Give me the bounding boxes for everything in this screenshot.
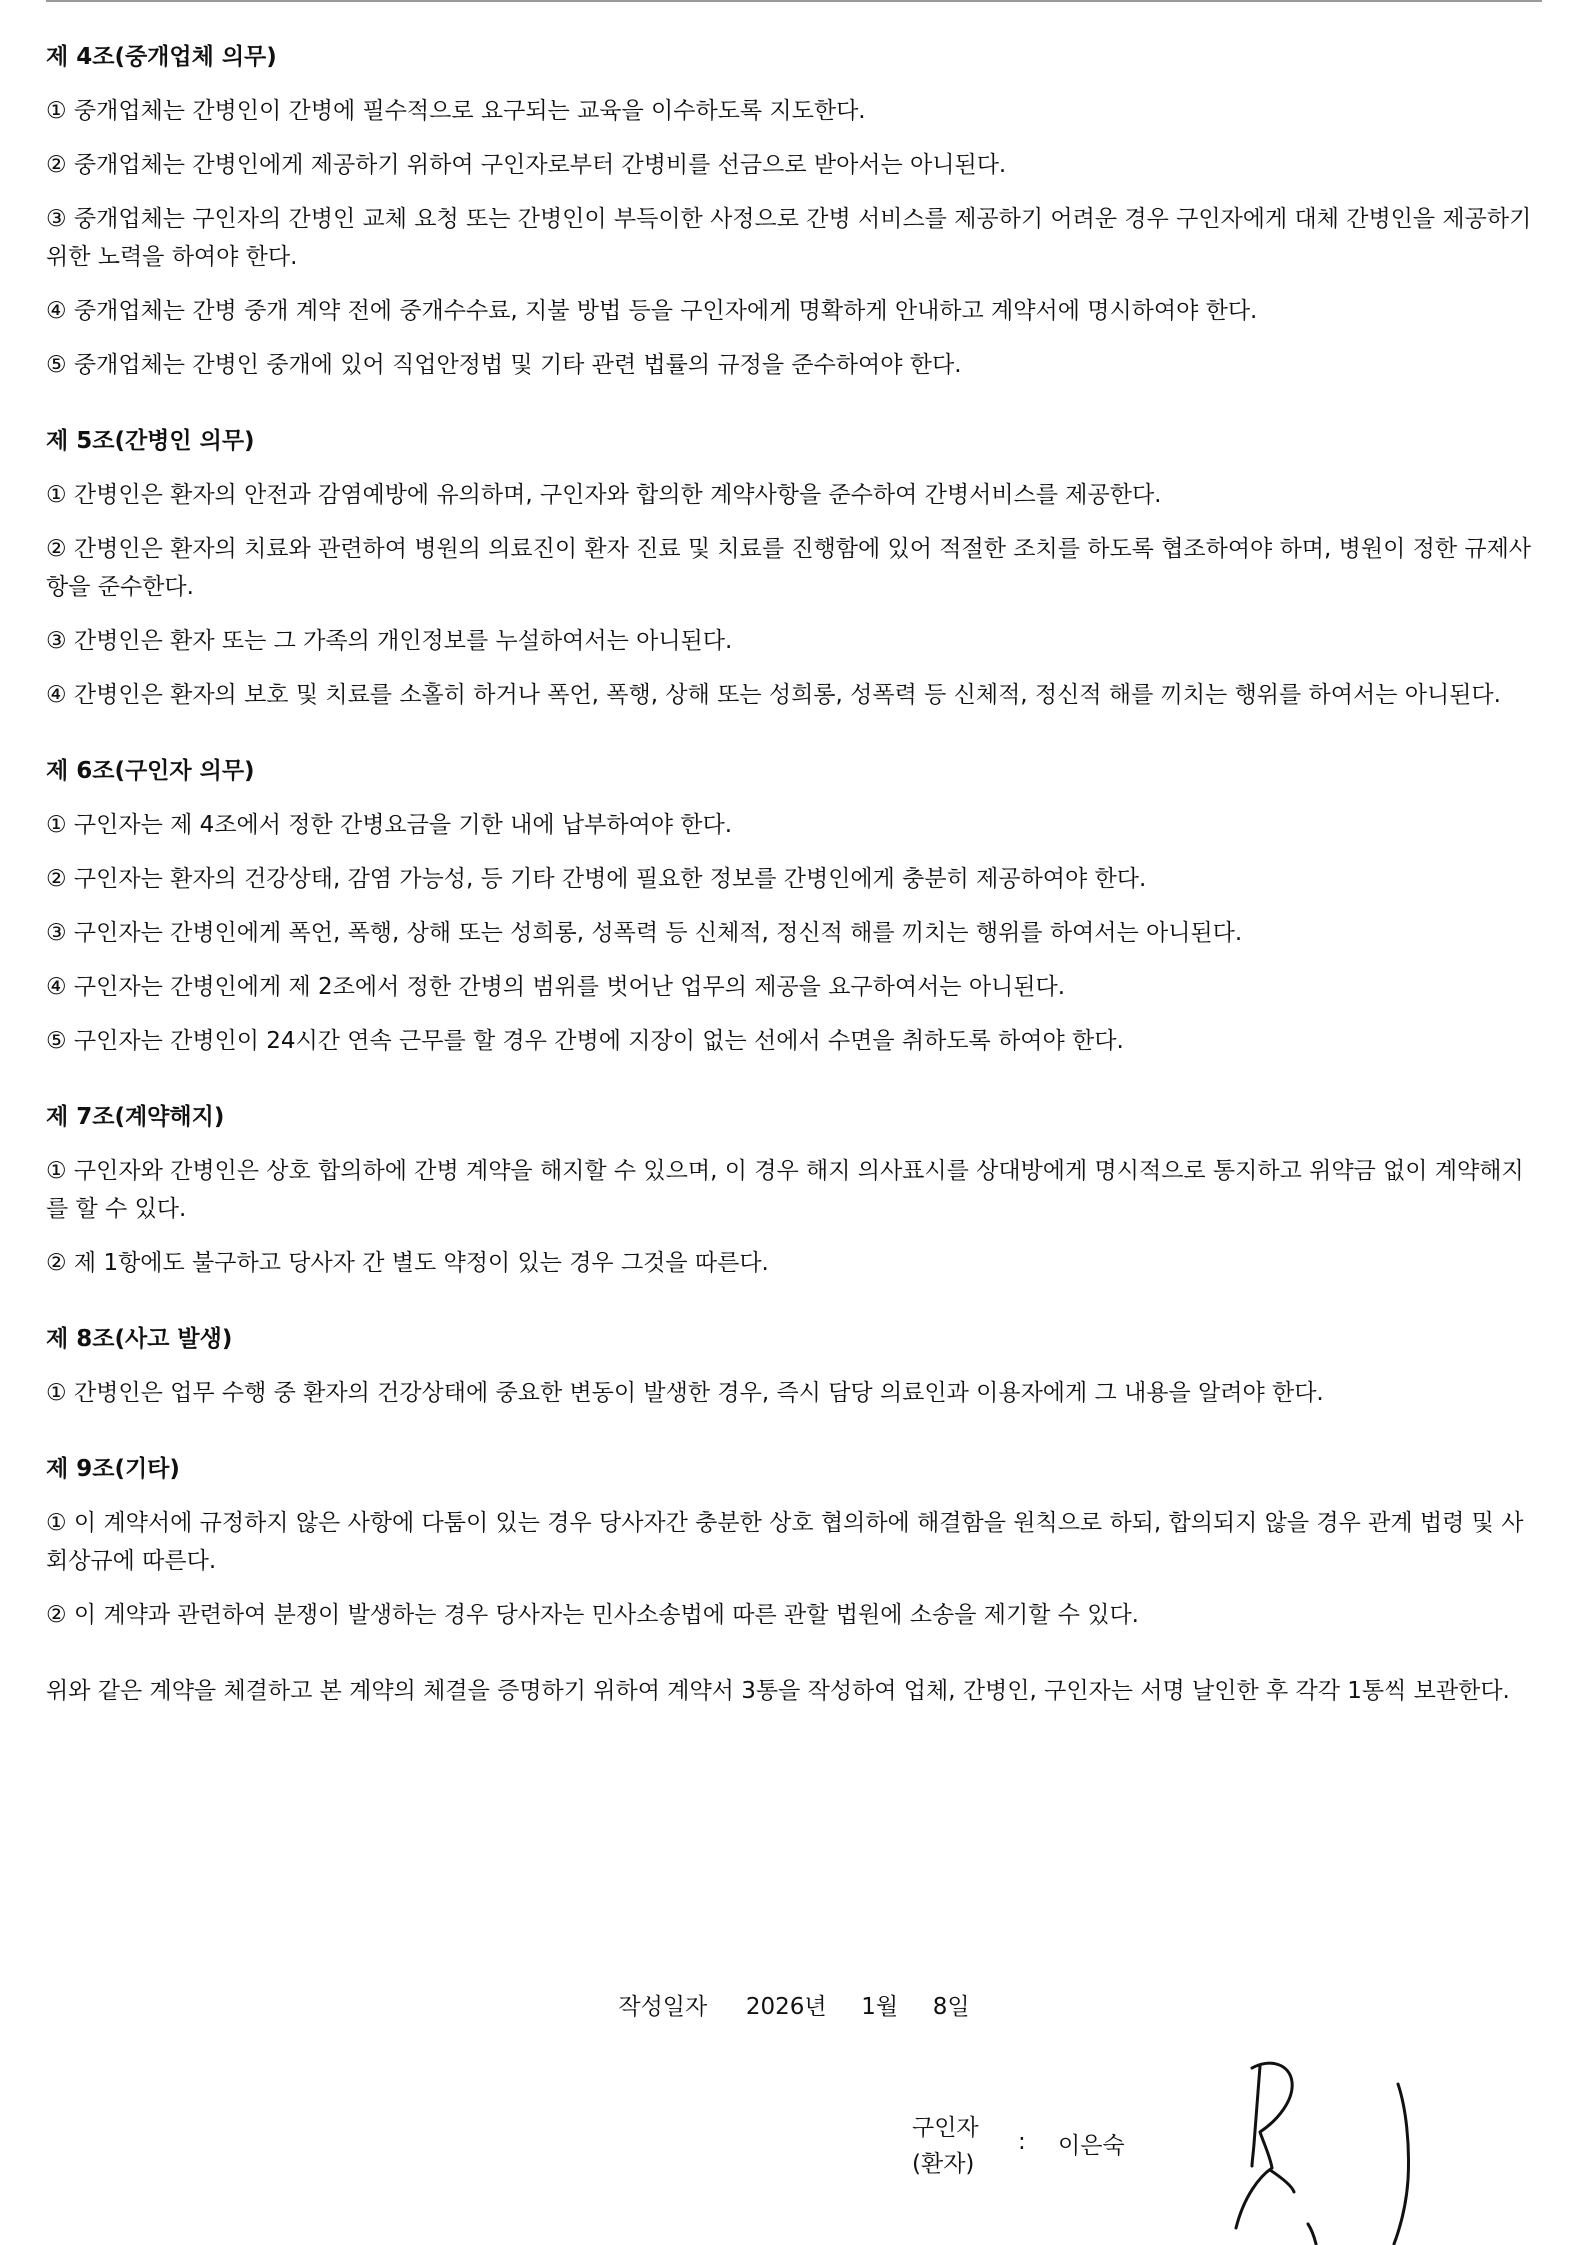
contract-body (46, 38, 1542, 1710)
article-title: 제 8조(사고 발생) (46, 1326, 233, 1352)
handwritten-signature (1230, 2060, 1460, 2245)
clause: ④ 중개업체는 간병 중개 계약 전에 중개수수료, 지불 방법 등을 구인자에게 명확하게 안내하고 계약서에 명시하여야 한다. (46, 298, 1258, 324)
article-title: 제 4조(중개업체 의무) (46, 44, 277, 70)
article-4 (46, 38, 1542, 384)
clause: ③ 구인자는 간병인에게 폭언, 폭행, 상해 또는 성희롱, 성폭력 등 신체적, 정신적 해를 끼치는 행위를 하여서는 아니된다. (46, 920, 1243, 946)
signer-colon: : (1018, 2129, 1026, 2155)
clause: ② 중개업체는 간병인에게 제공하기 위하여 구인자로부터 간병비를 선금으로 받아서는 아니된다. (46, 152, 1007, 178)
clause: ③ 중개업체는 구인자의 간병인 교체 요청 또는 간병인이 부득이한 사정으로 간병 서비스를 제공하기 어려운 경우 구인자에게 대체 간병인을 제공하기 위한 노력을 하여야 한다. (46, 206, 1532, 270)
date-month: 1월 (861, 1994, 899, 2020)
clause: ② 간병인은 환자의 치료와 관련하여 병원의 의료진이 환자 진료 및 치료를 진행함에 있어 적절한 조치를 하도록 협조하여야 하며, 병원이 정한 규제사항을 준수한다. (46, 536, 1532, 600)
closing-statement: 위와 같은 계약을 체결하고 본 계약의 체결을 증명하기 위하여 계약서 3통을 작성하여 업체, 간병인, 구인자는 서명 날인한 후 각각 1통씩 보관한다. (46, 1678, 1510, 1704)
clause: ④ 구인자는 간병인에게 제 2조에서 정한 간병의 범위를 벗어난 업무의 제공을 요구하여서는 아니된다. (46, 974, 1066, 1000)
article-title: 제 9조(기타) (46, 1456, 180, 1482)
signer-role (912, 2110, 1002, 2182)
article-title: 제 6조(구인자 의무) (46, 758, 255, 784)
date-day: 8일 (932, 1994, 970, 2020)
clause: ③ 간병인은 환자 또는 그 가족의 개인정보를 누설하여서는 아니된다. (46, 628, 733, 654)
clause: ④ 간병인은 환자의 보호 및 치료를 소홀히 하거나 폭언, 폭행, 상해 또는 성희롱, 성폭력 등 신체적, 정신적 해를 끼치는 행위를 하여서는 아니된다. (46, 682, 1501, 708)
article-9 (46, 1450, 1542, 1634)
article-title: 제 7조(계약해지) (46, 1104, 225, 1130)
clause: ① 중개업체는 간병인이 간병에 필수적으로 요구되는 교육을 이수하도록 지도한다. (46, 98, 866, 124)
clause: ② 구인자는 환자의 건강상태, 감염 가능성, 등 기타 간병에 필요한 정보를 간병인에게 충분히 제공하여야 한다. (46, 866, 1147, 892)
top-divider (46, 0, 1542, 2)
article-8 (46, 1320, 1542, 1412)
clause: ① 구인자와 간병인은 상호 합의하에 간병 계약을 해지할 수 있으며, 이 경우 해지 의사표시를 상대방에게 명시적으로 통지하고 위약금 없이 계약해지를 할 수 있다. (46, 1158, 1524, 1222)
signer-role-sub: (환자) (912, 2151, 975, 2177)
clause: ① 간병인은 업무 수행 중 환자의 건강상태에 중요한 변동이 발생한 경우, 즉시 담당 의료인과 이용자에게 그 내용을 알려야 한다. (46, 1380, 1324, 1406)
clause: ② 이 계약과 관련하여 분쟁이 발생하는 경우 당사자는 민사소송법에 따른 관할 법원에 소송을 제기할 수 있다. (46, 1602, 1139, 1628)
clause: ② 제 1항에도 불구하고 당사자 간 별도 약정이 있는 경우 그것을 따른다. (46, 1250, 769, 1276)
article-7 (46, 1098, 1542, 1282)
date-line (0, 1988, 1588, 2026)
article-5 (46, 422, 1542, 714)
clause: ① 구인자는 제 4조에서 정한 간병요금을 기한 내에 납부하여야 한다. (46, 812, 733, 838)
article-title: 제 5조(간병인 의무) (46, 428, 255, 454)
clause: ① 이 계약서에 규정하지 않은 사항에 다툼이 있는 경우 당사자간 충분한 상호 협의하에 해결함을 원칙으로 하되, 합의되지 않을 경우 관계 법령 및 사회상규에 따른다. (46, 1510, 1524, 1574)
clause: ① 간병인은 환자의 안전과 감염예방에 유의하며, 구인자와 합의한 계약사항을 준수하여 간병서비스를 제공한다. (46, 482, 1162, 508)
signer-role-main: 구인자 (912, 2115, 979, 2141)
clause: ⑤ 구인자는 간병인이 24시간 연속 근무를 할 경우 간병에 지장이 없는 선에서 수면을 취하도록 하여야 한다. (46, 1028, 1124, 1054)
date-year: 2026년 (745, 1994, 827, 2020)
clause: ⑤ 중개업체는 간병인 중개에 있어 직업안정법 및 기타 관련 법률의 규정을 준수하여야 한다. (46, 352, 962, 378)
signer-name: 이은숙 (1058, 2133, 1125, 2159)
date-label: 작성일자 (618, 1994, 708, 2020)
article-6 (46, 752, 1542, 1060)
